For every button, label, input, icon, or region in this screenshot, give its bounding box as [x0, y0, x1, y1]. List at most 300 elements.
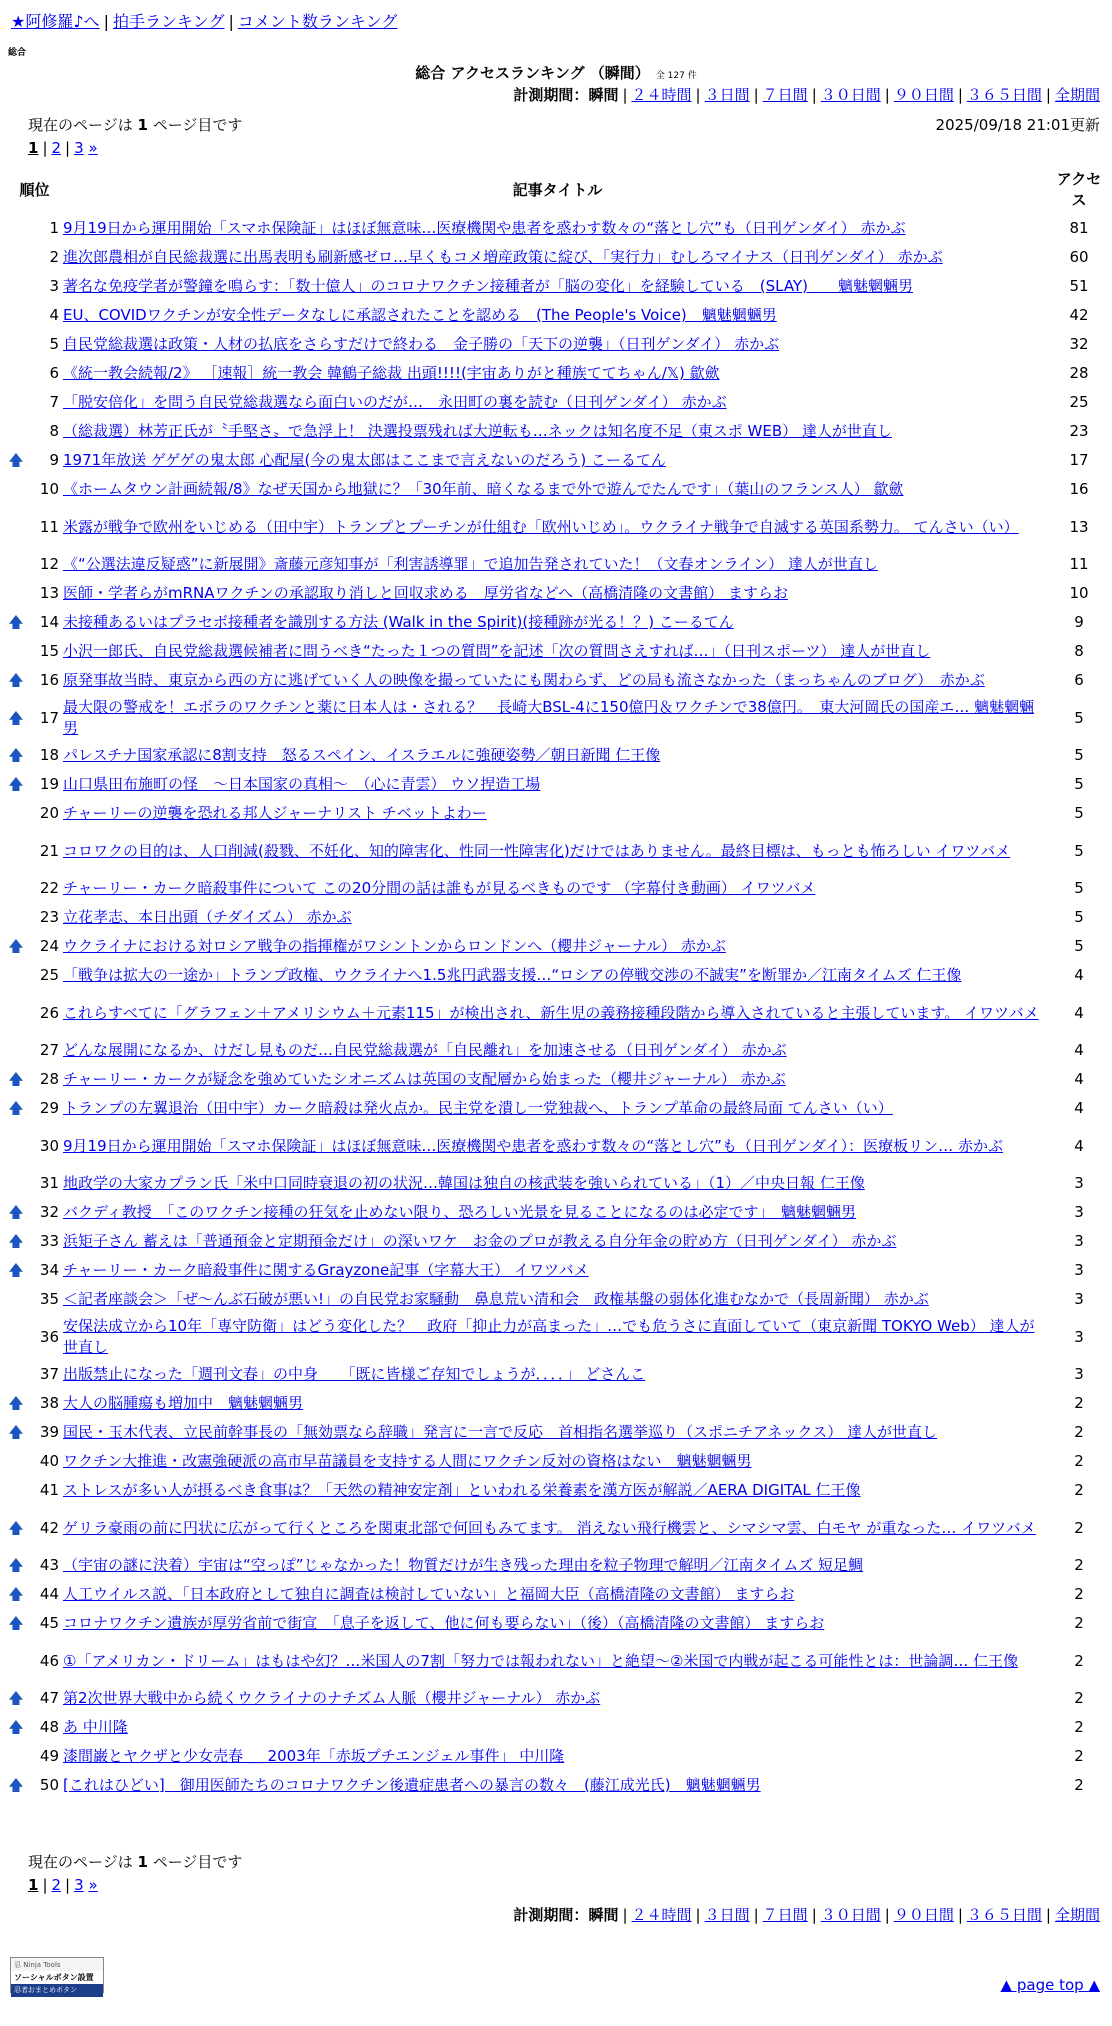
rank-number: 19 — [39, 775, 59, 793]
period-option[interactable]: ２４時間 — [631, 1906, 692, 1924]
separator: | — [884, 1906, 890, 1924]
rank-change-cell — [8, 695, 24, 741]
article-title-cell — [61, 1713, 1054, 1742]
rank-number: 30 — [39, 1136, 59, 1155]
period-option[interactable]: ３０日間 — [820, 1906, 881, 1924]
table-row — [8, 770, 1104, 799]
rank-change-cell — [8, 1198, 24, 1227]
article-title-cell — [61, 1314, 1054, 1360]
article-link[interactable]: 自民党総裁選は政策・人材の払底をさらすだけで終わる 金子勝の「天下の逆襲」（日刊ゲンダイ） 赤かぶ — [63, 335, 780, 353]
page-info-prefix: 現在のページは — [28, 1853, 133, 1871]
page-info-number: 1 — [137, 116, 148, 134]
rank-number: 14 — [39, 613, 59, 631]
ranking-title-row — [0, 64, 1112, 85]
table-row — [8, 1609, 1104, 1638]
article-link[interactable]: 人工ウイルス説、「日本政府として独自に調査は検討していない」と福岡大臣（高橋清隆の文書館） ますらお — [63, 1585, 795, 1603]
separator: | — [42, 1876, 48, 1894]
up-arrow-icon: 🡅 — [8, 671, 24, 689]
article-link[interactable]: 第2次世界大戦中から続くウクライナのナチズム人脈（櫻井ジャーナル） 赤かぶ — [63, 1689, 601, 1707]
period-option[interactable]: ７日間 — [762, 86, 808, 104]
separator: | — [1045, 86, 1051, 104]
article-title-cell — [61, 1389, 1054, 1418]
article-link[interactable]: （宇宙の謎に決着）宇宙は“空っぽ”じゃなかった！物質だけが生き残った理由を粒子物理で解明／江南タイムズ 短足鯛 — [63, 1556, 864, 1574]
article-title-cell — [61, 1169, 1054, 1198]
up-arrow-icon: 🡅 — [8, 746, 24, 764]
page-info-prefix: 現在のページは — [28, 116, 133, 134]
access-count: 16 — [1069, 480, 1089, 498]
pager-current-page: 1 — [28, 139, 39, 157]
separator: | — [957, 86, 963, 104]
rank-number: 1 — [49, 219, 59, 237]
rank-change-cell — [8, 828, 24, 874]
article-link[interactable]: 1971年放送 ゲゲゲの鬼太郎 心配屋(今の鬼太郎はここまで言えないのだろう) こーるてん — [63, 451, 666, 469]
table-row — [8, 1227, 1104, 1256]
access-count: 3 — [1074, 1174, 1084, 1192]
separator: | — [622, 1906, 628, 1924]
article-link[interactable]: 「脱安倍化」を問う自民党総裁選なら面白いのだが… 永田町の裏を読む（日刊ゲンダイ） 赤かぶ — [63, 393, 727, 411]
article-link[interactable]: [これはひどい] 御用医師たちのコロナワクチン後遺症患者への暴言の数々 (藤江成光氏) 魑魅魍魎男 — [63, 1776, 761, 1794]
rank-change-cell — [8, 1036, 24, 1065]
article-link[interactable]: 最大限の警戒を！エボラのワクチンと薬に日本人は・される？ 長崎大BSL-4に150億円＆ワクチンで38億円。 東大河岡氏の国産エ… 魑魅魍魎男 — [63, 698, 1035, 737]
rank-number: 10 — [39, 480, 59, 498]
article-link[interactable]: 9月19日から運用開始「スマホ保険証」はほぼ無意味…医療機関や患者を惑わす数々の“落とし穴”も（日刊ゲンダイ）：医療板リン… 赤かぶ — [63, 1136, 1003, 1155]
rank-change-cell — [8, 214, 24, 243]
article-link[interactable]: ＜記者座談会＞「ぜ～んぶ石破が悪い!」の自民党お家騒動 鼻息荒い清和会 政権基盤の弱体化進むなかで（長周新聞） 赤かぶ — [63, 1290, 929, 1308]
rank-number: 32 — [39, 1203, 59, 1221]
ninja-social-button-badge[interactable] — [10, 1957, 104, 1993]
access-count: 2 — [1074, 1394, 1084, 1412]
article-link[interactable]: 9月19日から運用開始「スマホ保険証」はほぼ無意味…医療機関や患者を惑わす数々の“落とし穴”も（日刊ゲンダイ） 赤かぶ — [63, 219, 906, 237]
up-arrow-icon: 🡅 — [8, 937, 24, 955]
access-count: 4 — [1074, 1041, 1084, 1059]
rank-number: 45 — [39, 1614, 59, 1632]
rank-number: 27 — [39, 1041, 59, 1059]
table-row — [8, 579, 1104, 608]
rank-change-cell — [8, 446, 24, 475]
access-count: 5 — [1074, 908, 1084, 926]
comment-ranking-link[interactable]: コメント数ランキング — [237, 12, 398, 31]
article-link[interactable]: コロナワクチン遺族が厚労省前で街宣 「息子を返して、他に何も要らない」（後）（高橋清隆の文書館） ますらお — [63, 1614, 825, 1632]
rank-change-cell — [8, 1638, 24, 1684]
access-count: 3 — [1074, 1365, 1084, 1383]
table-row — [8, 1551, 1104, 1580]
article-link[interactable]: 漆間巌とヤクザと少女売春 ＿ 2003年「赤坂プチエンジェル事件」 中川隆 — [63, 1747, 565, 1765]
rank-number: 23 — [39, 908, 59, 926]
rank-change-cell — [8, 1360, 24, 1389]
article-link[interactable]: ウクライナにおける対ロシア戦争の指揮権がワシントンからロンドンへ（櫻井ジャーナル） 赤かぶ — [63, 937, 726, 955]
up-arrow-icon: 🡅 — [8, 1518, 24, 1537]
rank-change-cell — [8, 1418, 24, 1447]
access-count: 3 — [1074, 1203, 1084, 1221]
article-title-cell — [61, 388, 1054, 417]
access-count: 5 — [1074, 775, 1084, 793]
up-arrow-icon: 🡅 — [8, 1556, 24, 1574]
up-arrow-icon: 🡅 — [8, 1585, 24, 1603]
badge-line2: ソーシャルボタン設置 — [11, 1971, 103, 1984]
article-title-cell — [61, 695, 1054, 741]
access-count: 2 — [1074, 1651, 1084, 1670]
period-option[interactable]: ３日間 — [704, 1906, 750, 1924]
period-option[interactable]: ７日間 — [762, 1906, 808, 1924]
rank-number: 11 — [39, 517, 59, 536]
access-count: 2 — [1074, 1614, 1084, 1632]
article-link[interactable]: チャーリー・カーク暗殺事件について この20分間の話は誰もが見るべきものです （字幕付き動画） イワツバメ — [63, 879, 816, 897]
access-count: 11 — [1069, 555, 1089, 573]
article-link[interactable]: コロワクの目的は、人口削減(殺戮、不妊化、知的障害化、性同一性障害化)だけではありません。最終目標は、もっとも怖ろしい イワツバメ — [63, 841, 1011, 860]
pager-next-link[interactable]: » — [88, 139, 98, 157]
article-title-cell — [61, 1505, 1054, 1551]
up-arrow-icon: 🡅 — [8, 613, 24, 631]
table-row — [8, 990, 1104, 1036]
table-row — [8, 272, 1104, 301]
access-count: 5 — [1074, 879, 1084, 897]
rank-number: 44 — [39, 1585, 59, 1603]
article-title-cell — [61, 932, 1054, 961]
period-option[interactable]: ３６５日間 — [966, 86, 1042, 104]
rank-change-cell — [8, 637, 24, 666]
period-option[interactable]: 全期間 — [1054, 86, 1100, 104]
up-arrow-icon: 🡅 — [8, 775, 24, 793]
article-title-cell — [61, 1609, 1054, 1638]
rank-change-cell — [8, 608, 24, 637]
article-title-cell — [61, 1123, 1054, 1169]
access-count: 42 — [1069, 306, 1089, 324]
period-option[interactable]: ３６５日間 — [966, 1906, 1042, 1924]
rank-number: 28 — [39, 1070, 59, 1088]
pager-current-page: 1 — [28, 1876, 39, 1894]
article-link[interactable]: 小沢一郎氏、自民党総裁選候補者に問うべき“たった１つの質問”を記述「次の質問さえすれば…」（日刊スポーツ） 達人が世直し — [63, 642, 931, 660]
access-count: 2 — [1074, 1689, 1084, 1707]
home-link[interactable]: ★阿修羅♪へ — [11, 12, 100, 31]
article-title-cell — [61, 579, 1054, 608]
clap-ranking-link[interactable]: 拍手ランキング — [112, 12, 225, 31]
article-title-cell — [61, 1684, 1054, 1713]
up-arrow-icon: 🡅 — [8, 1718, 24, 1736]
access-count: 5 — [1074, 841, 1084, 860]
table-row — [8, 243, 1104, 272]
rank-change-cell — [8, 475, 24, 504]
rank-change-cell — [8, 1447, 24, 1476]
article-link[interactable]: 立花孝志、本日出頭（チダイズム） 赤かぶ — [63, 908, 352, 926]
article-link[interactable]: ゲリラ豪雨の前に円状に広がって行くところを関東北部で何回もみてます。 消えない飛行機雲と、シマシマ雲、白モヤ が重なった… イワツバメ — [63, 1518, 1036, 1537]
rank-number: 6 — [49, 364, 59, 382]
article-link[interactable]: これらすべてに「グラフェン＋アメリシウム＋元素115」が検出され、新生児の義務接種段階から導入されていると主張しています。 イワツバメ — [63, 1003, 1039, 1022]
table-row — [8, 550, 1104, 579]
separator: | — [957, 1906, 963, 1924]
rank-change-cell — [8, 1476, 24, 1505]
rank-change-cell — [8, 330, 24, 359]
table-row — [8, 417, 1104, 446]
separator: | — [65, 139, 71, 157]
table-row — [8, 301, 1104, 330]
article-title-cell — [61, 961, 1054, 990]
rank-number: 18 — [39, 746, 59, 764]
article-title-cell — [61, 1227, 1054, 1256]
rank-number: 25 — [39, 966, 59, 984]
article-link[interactable]: 原発事故当時、東京から西の方に逃げていく人の映像を撮っていたにも関わらず、どの局も流さなかった（まっちゃんのブログ） 赤かぶ — [63, 671, 985, 689]
period-option[interactable]: ３日間 — [704, 86, 750, 104]
table-row — [8, 359, 1104, 388]
access-count: 2 — [1074, 1556, 1084, 1574]
category-label: 総合 — [8, 48, 27, 58]
access-count: 3 — [1074, 1261, 1084, 1279]
article-link[interactable]: ①「アメリカン・ドリーム」はもはや幻？…米国人の7割「努力では報われない」と絶望～②米国で内戦が起こる可能性とは：世論調… 仁王像 — [63, 1651, 1019, 1670]
rank-change-cell — [8, 990, 24, 1036]
period-selector-bottom — [513, 1906, 1100, 1924]
table-row — [8, 1742, 1104, 1771]
article-title-cell — [61, 1580, 1054, 1609]
article-link[interactable]: 医師・学者らがmRNAワクチンの承認取り消しと回収求める 厚労省などへ（高橋清隆の文書館） ますらお — [63, 584, 788, 602]
article-link[interactable]: 安保法成立から10年「専守防衛」はどう変化した？ 政府「抑止力が高まった」…でも危うさに直面していて（東京新聞 TOKYO Web） 達人が世直し — [63, 1317, 1035, 1356]
article-title-cell — [61, 272, 1054, 301]
access-count: 5 — [1074, 746, 1084, 764]
access-count: 5 — [1074, 937, 1084, 955]
table-row — [8, 903, 1104, 932]
rank-change-cell — [8, 1094, 24, 1123]
rank-change-cell — [8, 272, 24, 301]
access-count: 51 — [1069, 277, 1089, 295]
up-arrow-icon: 🡅 — [8, 1261, 24, 1279]
rank-number: 36 — [39, 1327, 59, 1346]
updated-timestamp: 2025/09/18 21:01更新 — [935, 116, 1100, 134]
rank-change-cell — [8, 579, 24, 608]
access-count: 4 — [1074, 1099, 1084, 1117]
separator: | — [811, 86, 817, 104]
pager-page-link[interactable]: 3 — [74, 139, 84, 157]
rank-number: 9 — [49, 451, 59, 469]
rank-number: 26 — [39, 1003, 59, 1022]
period-option[interactable]: ９０日間 — [893, 1906, 954, 1924]
article-link[interactable]: 未接種あるいはプラセボ接種者を識別する方法 (Walk in the Spirit)(接種跡が光る！？) こーるてん — [63, 613, 734, 631]
article-title-cell — [61, 1094, 1054, 1123]
article-title-cell — [61, 214, 1054, 243]
rank-number: 50 — [39, 1776, 59, 1794]
table-row — [8, 475, 1104, 504]
table-row — [8, 1505, 1104, 1551]
table-row — [8, 828, 1104, 874]
rank-change-cell — [8, 770, 24, 799]
rank-change-cell — [8, 1505, 24, 1551]
access-count: 5 — [1074, 708, 1084, 727]
article-link[interactable]: 《統一教会続報/2》 ［速報］統一教会 韓鶴子総裁 出頭!!!!(宇宙ありがと種族ててちゃん/𝕏) 歙歛 — [63, 364, 720, 382]
separator: | — [228, 12, 234, 31]
page-info-bottom — [28, 1853, 242, 1871]
article-title-cell — [61, 330, 1054, 359]
col-rank-header: 順位 — [19, 180, 50, 199]
access-count: 2 — [1074, 1718, 1084, 1736]
access-count: 17 — [1069, 451, 1089, 469]
separator: | — [753, 1906, 759, 1924]
rank-change-cell — [8, 932, 24, 961]
period-option: 瞬間 — [588, 86, 619, 104]
rank-number: 43 — [39, 1556, 59, 1574]
period-option[interactable]: ９０日間 — [893, 86, 954, 104]
rank-change-cell — [8, 359, 24, 388]
article-link[interactable]: ストレスが多い人が摂るべき食事は？「天然の精神安定剤」といわれる栄養素を漢方医が解説／AERA DIGITAL 仁王像 — [63, 1481, 861, 1499]
access-count: 2 — [1074, 1585, 1084, 1603]
article-title-cell — [61, 799, 1054, 828]
rank-number: 17 — [39, 708, 59, 727]
pager-next-link[interactable]: » — [88, 1876, 98, 1894]
rank-change-cell — [8, 243, 24, 272]
table-row — [8, 1476, 1104, 1505]
total-count: 全 127 件 — [655, 71, 697, 81]
article-link[interactable]: 「戦争は拡大の一途か」トランプ政権、ウクライナへ1.5兆円武器支援…“ロシアの停戦交渉の不誠実”を断罪か／江南タイムズ 仁王像 — [63, 966, 962, 984]
ranking-title: 総合 アクセスランキング （瞬間） — [415, 64, 650, 82]
up-arrow-icon: 🡅 — [8, 1070, 24, 1088]
rank-number: 12 — [39, 555, 59, 573]
rank-number: 35 — [39, 1290, 59, 1308]
access-count: 28 — [1069, 364, 1089, 382]
table-row — [8, 961, 1104, 990]
access-count: 10 — [1069, 584, 1089, 602]
article-link[interactable]: 米露が戦争で欧州をいじめる（田中宇）トランプとプーチンが仕組む「欧州いじめ」。ウクライナ戦争で自滅する英国系勢力。 てんさい（い） — [63, 517, 1019, 536]
rank-change-cell — [8, 1065, 24, 1094]
article-title-cell — [61, 1638, 1054, 1684]
rank-number: 49 — [39, 1747, 59, 1765]
article-link[interactable]: 山口県田布施町の怪 ～日本国家の真相～ （心に青雲） ウソ捏造工場 — [63, 775, 541, 793]
article-link[interactable]: 《“公選法違反疑惑”に新展開》斎藤元彦知事が「利害誘導罪」で追加告発されていた！（文春オンライン） 達人が世直し — [63, 555, 878, 573]
rank-number: 38 — [39, 1394, 59, 1412]
table-row — [8, 388, 1104, 417]
top-navigation — [11, 12, 397, 32]
pager-page-link[interactable]: 2 — [51, 139, 62, 157]
article-title-cell — [61, 1036, 1054, 1065]
separator: | — [811, 1906, 817, 1924]
article-title-cell — [61, 1418, 1054, 1447]
access-count: 2 — [1074, 1423, 1084, 1441]
access-count: 81 — [1069, 219, 1089, 237]
rank-number: 21 — [39, 841, 59, 860]
table-row — [8, 666, 1104, 695]
separator: | — [695, 86, 701, 104]
article-title-cell — [61, 874, 1054, 903]
article-link[interactable]: チャーリーの逆襲を恐れる邦人ジャーナリスト チベットよわー — [63, 804, 487, 822]
article-link[interactable]: （総裁選）林芳正氏が〝手堅さ〟で急浮上！ 決選投票残れば大逆転も…ネックは知名度不足（東スポ WEB） 達人が世直し — [63, 422, 892, 440]
article-title-cell — [61, 1065, 1054, 1094]
article-title-cell — [61, 1771, 1054, 1800]
table-row — [8, 1580, 1104, 1609]
table-row — [8, 1418, 1104, 1447]
article-link[interactable]: 《ホームタウン計画続報/8》なぜ天国から地獄に？「30年前、暗くなるまで外で遊んでたんです」（葉山のフランス人） 歙歛 — [63, 480, 904, 498]
article-title-cell — [61, 608, 1054, 637]
access-count: 4 — [1074, 1136, 1084, 1155]
rank-change-cell — [8, 1227, 24, 1256]
table-row — [8, 214, 1104, 243]
article-link[interactable]: 浜矩子さん 蓄えは「普通預金と定期預金だけ」の深いワケ お金のプロが教える自分年金の貯め方（日刊ゲンダイ） 赤かぶ — [63, 1232, 897, 1250]
rank-change-cell — [8, 903, 24, 932]
article-link[interactable]: 国民・玉木代表、立民前幹事長の「無効票なら辞職」発言に一言で反応 首相指名選挙巡り（スポニチアネックス） 達人が世直し — [63, 1423, 938, 1441]
article-link[interactable]: トランプの左翼退治（田中宇）カーク暗殺は発火点か。民主党を潰し一党独裁へ、トランプ革命の最終局面 てんさい（い） — [63, 1099, 893, 1117]
article-link[interactable]: あ 中川隆 — [63, 1718, 128, 1736]
page-top-link[interactable]: ▲ page top ▲ — [1000, 1976, 1100, 1994]
rank-number: 42 — [39, 1518, 59, 1537]
rank-change-cell — [8, 1169, 24, 1198]
table-row — [8, 608, 1104, 637]
rank-change-cell — [8, 1684, 24, 1713]
article-link[interactable]: 著名な免疫学者が警鐘を鳴らす：「数十億人」のコロナワクチン接種者が「脳の変化」を経験している (SLAY) 魑魅魍魎男 — [63, 277, 913, 295]
article-link[interactable]: チャーリー・カーク暗殺事件に関するGrayzone記事（字幕大王） イワツバメ — [63, 1261, 589, 1279]
table-row — [8, 1123, 1104, 1169]
rank-number: 40 — [39, 1452, 59, 1470]
article-link[interactable]: 地政学の大家カプラン氏「米中口同時衰退の初の状況…韓国は独自の核武装を強いられている」（1）／中央日報 仁王像 — [63, 1174, 865, 1192]
rank-change-cell — [8, 1285, 24, 1314]
article-title-cell — [61, 1476, 1054, 1505]
table-row — [8, 1684, 1104, 1713]
rank-change-cell — [8, 301, 24, 330]
access-count: 2 — [1074, 1518, 1084, 1537]
article-link[interactable]: EU、COVIDワクチンが安全性データなしに承認されたことを認める (The People's Voice) 魑魅魍魎男 — [63, 306, 777, 324]
access-count: 4 — [1074, 1003, 1084, 1022]
up-arrow-icon: 🡅 — [8, 1232, 24, 1250]
rank-number: 37 — [39, 1365, 59, 1383]
period-option[interactable]: ２４時間 — [631, 86, 692, 104]
article-title-cell — [61, 446, 1054, 475]
article-link[interactable]: チャーリー・カークが疑念を強めていたシオニズムは英国の支配層から始まった（櫻井ジャーナル） 赤かぶ — [63, 1070, 786, 1088]
separator: | — [65, 1876, 71, 1894]
article-link[interactable]: どんな展開になるか、けだし見ものだ…自民党総裁選が「自民離れ」を加速させる（日刊ゲンダイ） 赤かぶ — [63, 1041, 787, 1059]
period-option: 瞬間 — [588, 1906, 619, 1924]
ranking-table — [8, 164, 1104, 1800]
rank-change-cell — [8, 1609, 24, 1638]
article-link[interactable]: パレスチナ国家承認に8割支持 怒るスペイン、イスラエルに強硬姿勢／朝日新聞 仁王像 — [63, 746, 661, 764]
table-row — [8, 1065, 1104, 1094]
rank-change-cell — [8, 1256, 24, 1285]
article-link[interactable]: ワクチン大推進・改憲強硬派の高市早苗議員を支持する人間にワクチン反対の資格はない 魑魅魍魎男 — [63, 1452, 752, 1470]
table-row — [8, 446, 1104, 475]
rank-number: 22 — [39, 879, 59, 897]
rank-change-cell — [8, 799, 24, 828]
article-title-cell — [61, 903, 1054, 932]
table-row — [8, 1360, 1104, 1389]
table-row — [8, 637, 1104, 666]
pager-page-link[interactable]: 2 — [51, 1876, 62, 1894]
period-selector-top — [513, 86, 1100, 104]
badge-line1: 忍 Ninja Tools — [14, 1961, 61, 1969]
article-link[interactable]: 出版禁止になった「週刊文春」の中身 「既に皆様ご存知でしょうが．．．．」 どさんこ — [63, 1365, 646, 1383]
rank-change-cell — [8, 504, 24, 550]
rank-change-cell — [8, 666, 24, 695]
period-option[interactable]: 全期間 — [1054, 1906, 1100, 1924]
rank-change-cell — [8, 741, 24, 770]
access-count: 5 — [1074, 804, 1084, 822]
rank-number: 4 — [49, 306, 59, 324]
article-link[interactable]: バクディ教授 「このワクチン接種の狂気を止めない限り、恐ろしい光景を見ることになるのは必定です」 魑魅魍魎男 — [63, 1203, 857, 1221]
rank-change-cell — [8, 1123, 24, 1169]
rank-number: 48 — [39, 1718, 59, 1736]
up-arrow-icon: 🡅 — [8, 1689, 24, 1707]
table-row — [8, 1389, 1104, 1418]
rank-change-cell — [8, 1389, 24, 1418]
article-link[interactable]: 大人の脳腫瘍も増加中 魑魅魍魎男 — [63, 1394, 304, 1412]
access-count: 25 — [1069, 393, 1089, 411]
table-row — [8, 1256, 1104, 1285]
rank-change-cell — [8, 874, 24, 903]
article-link[interactable]: 進次郎農相が自民総裁選に出馬表明も刷新感ゼロ…早くもコメ増産政策に綻び、「実行力」むしろマイナス（日刊ゲンダイ） 赤かぶ — [63, 248, 943, 266]
up-arrow-icon: 🡅 — [8, 1614, 24, 1632]
rank-number: 39 — [39, 1423, 59, 1441]
up-arrow-icon: 🡅 — [8, 1203, 24, 1221]
pager-page-link[interactable]: 3 — [74, 1876, 84, 1894]
pager-top — [28, 139, 98, 157]
period-option[interactable]: ３０日間 — [820, 86, 881, 104]
rank-number: 3 — [49, 277, 59, 295]
separator: | — [622, 86, 628, 104]
rank-number: 13 — [39, 584, 59, 602]
rank-number: 29 — [39, 1099, 59, 1117]
table-row — [8, 1094, 1104, 1123]
access-count: 9 — [1074, 613, 1084, 631]
